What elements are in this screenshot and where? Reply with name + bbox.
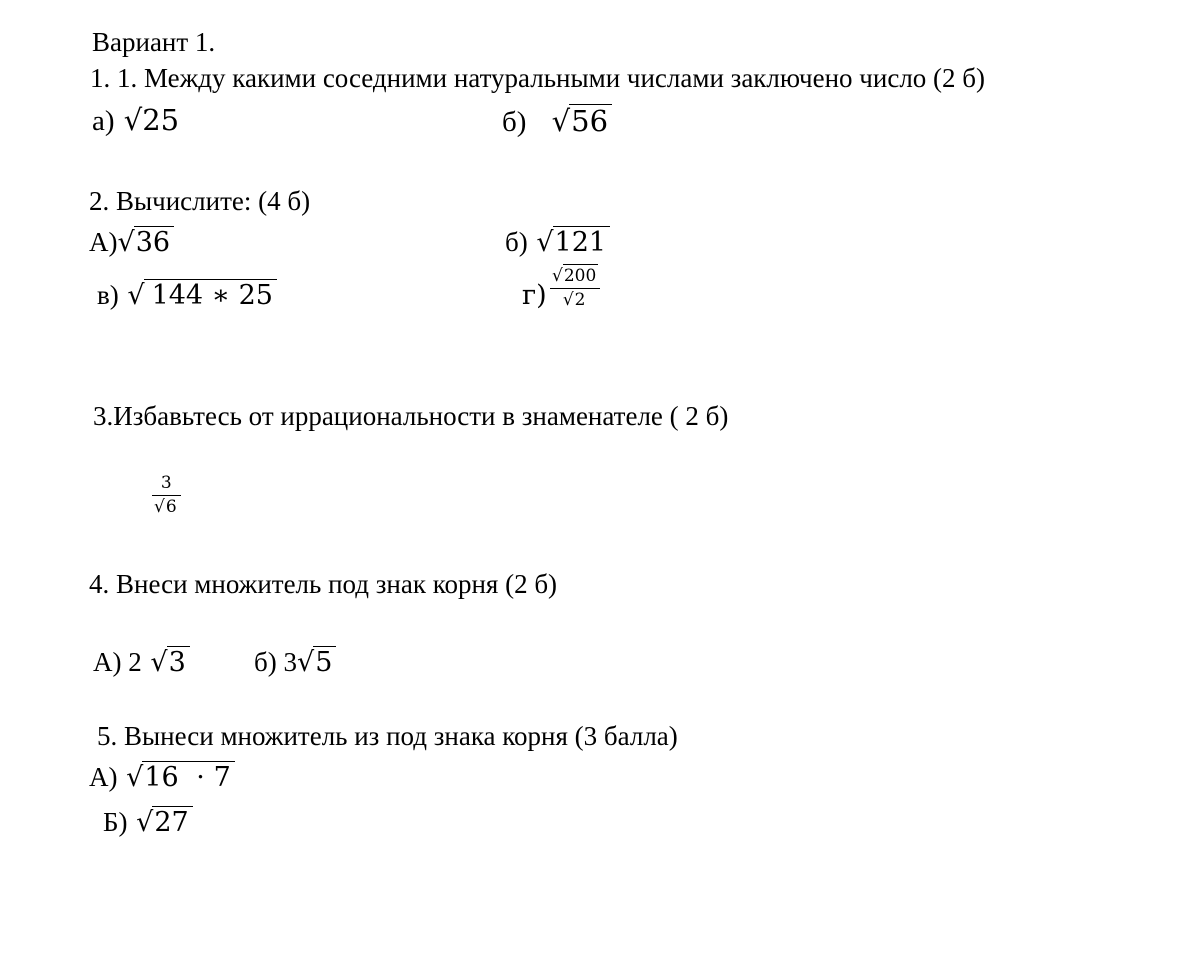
sqrt-36 bbox=[118, 226, 175, 256]
q1-option-a-label: а) bbox=[92, 105, 115, 137]
q1-option-b-label: б) bbox=[502, 106, 527, 138]
q2-option-b-label: б) bbox=[505, 227, 528, 257]
question-1-text: 1. 1. Между какими соседними натуральными числами заключено число (2 б) bbox=[90, 63, 986, 93]
q4-option-b-label: б) 3 bbox=[254, 647, 297, 677]
radicand: 3 bbox=[167, 646, 190, 676]
radicand: 5 bbox=[313, 646, 336, 676]
sqrt-icon: √ bbox=[536, 227, 554, 258]
question-5-text: 5. Вынеси множитель из под знака корня (3 балла) bbox=[97, 721, 678, 751]
sqrt-56 bbox=[552, 104, 612, 136]
sqrt-121 bbox=[536, 226, 610, 256]
sqrt-5 bbox=[297, 646, 336, 676]
q3-fraction bbox=[152, 474, 181, 516]
question-3-text: 3.Избавьтесь от иррациональности в знаменателе ( 2 б) bbox=[93, 401, 729, 431]
question-2-text: 2. Вычислите: (4 б) bbox=[89, 186, 311, 216]
radicand: 121 bbox=[553, 226, 611, 256]
q5-option-a-label: А) bbox=[89, 762, 118, 792]
sqrt-icon: √ bbox=[127, 280, 145, 311]
q2-option-a-label: А) bbox=[89, 227, 118, 257]
radicand: 6 bbox=[165, 496, 177, 517]
variant-title: Вариант 1. bbox=[92, 27, 216, 57]
radicand: 200 bbox=[563, 266, 597, 286]
q2-option-b bbox=[505, 226, 610, 256]
fraction-denominator bbox=[152, 496, 181, 517]
sqrt-27 bbox=[136, 806, 193, 836]
q2-option-d-fraction bbox=[550, 267, 600, 309]
q4-option-a-label: А) 2 bbox=[93, 647, 142, 677]
radicand: 144 ∗ 25 bbox=[144, 279, 277, 309]
sqrt-icon: √ bbox=[154, 496, 165, 517]
sqrt-icon: √ bbox=[562, 289, 574, 310]
sqrt-icon: √ bbox=[123, 103, 143, 137]
sqrt-icon: √ bbox=[296, 647, 315, 678]
sqrt-icon: √ bbox=[126, 762, 144, 793]
q2-option-c bbox=[97, 279, 277, 309]
q1-option-b bbox=[502, 104, 612, 137]
q5-option-b-label: Б) bbox=[103, 807, 128, 837]
q2-option-c-label: в) bbox=[97, 280, 119, 310]
sqrt-25 bbox=[123, 103, 180, 137]
q4-option-a bbox=[93, 646, 190, 676]
fraction-numerator: 3 bbox=[160, 473, 172, 493]
q1-option-a bbox=[92, 103, 180, 137]
sqrt-3 bbox=[150, 646, 189, 676]
q2-option-a bbox=[89, 226, 174, 256]
radicand: 2 bbox=[574, 289, 586, 310]
sqrt-icon: √ bbox=[552, 266, 563, 286]
q4-option-b bbox=[254, 646, 336, 676]
radicand: 36 bbox=[134, 226, 174, 256]
radicand: 25 bbox=[142, 103, 180, 137]
sqrt-icon: √ bbox=[551, 104, 571, 138]
radicand: 56 bbox=[569, 104, 612, 136]
question-4-text: 4. Внеси множитель под знак корня (2 б) bbox=[89, 569, 558, 599]
sqrt-16x7 bbox=[126, 761, 235, 791]
q5-option-b bbox=[103, 806, 193, 836]
sqrt-icon: √ bbox=[136, 807, 154, 838]
fraction-denominator bbox=[561, 289, 590, 310]
sqrt-144x25 bbox=[127, 279, 277, 309]
radicand: 16 ⋅ 7 bbox=[142, 761, 235, 791]
sqrt-icon: √ bbox=[150, 647, 168, 678]
q2-option-d-label: г) bbox=[522, 280, 547, 311]
sqrt-icon: √ bbox=[117, 227, 135, 258]
radicand: 27 bbox=[152, 806, 192, 836]
q5-option-a bbox=[89, 761, 235, 791]
fraction-numerator bbox=[550, 267, 600, 288]
